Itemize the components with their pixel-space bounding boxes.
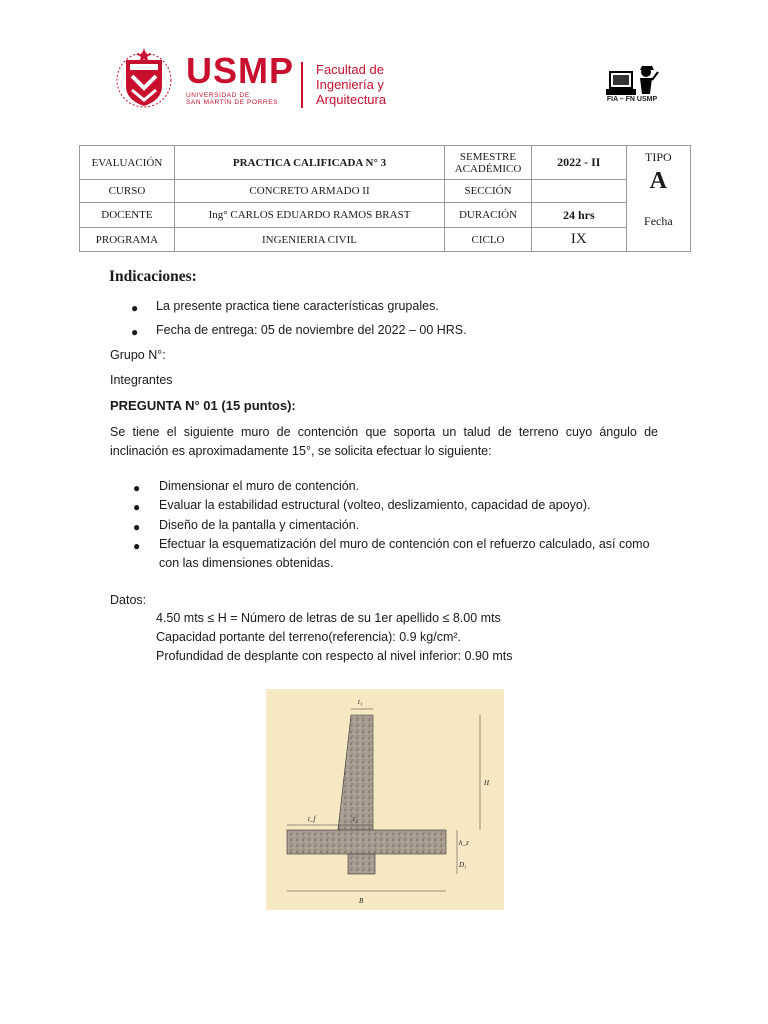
curso-label: CURSO [80, 180, 175, 203]
curso-value: CONCRETO ARMADO II [174, 180, 444, 203]
university-subtitle [186, 92, 278, 106]
university-subtitle-line1: UNIVERSIDAD DE [186, 92, 250, 99]
programa-label: PROGRAMA [80, 228, 175, 252]
task-item: Diseño de la pantalla y cimentación. [159, 518, 360, 532]
diagram-background [266, 689, 504, 910]
datos-item: 4.50 mts ≤ H = Número de letras de su 1er apellido ≤ 8.00 mts [156, 611, 501, 625]
semestre-value: 2022 - II [531, 146, 626, 180]
datos-label: Datos: [110, 593, 147, 607]
usmp-wordmark: USMP [186, 50, 295, 91]
fia-caption: FIA – FN USMP [606, 96, 658, 103]
seccion-value [531, 180, 626, 203]
label-t2: t₂ [353, 815, 358, 823]
docente-label: DOCENTE [80, 203, 175, 228]
usmp-logo [106, 46, 406, 108]
exam-info-table [79, 145, 691, 252]
bullet-icon: ● [131, 301, 139, 315]
wall-key [348, 854, 375, 874]
label-t1: t₁ [358, 698, 363, 706]
label-hz: h_z [459, 839, 469, 847]
pregunta-title: PREGUNTA N° 01 (15 puntos): [110, 398, 296, 413]
fecha-label: Fecha [644, 214, 673, 228]
tipo-value: A [649, 168, 668, 194]
retaining-wall-diagram [266, 689, 504, 910]
label-B: B [359, 897, 364, 905]
task-item: Dimensionar el muro de contención. [159, 479, 360, 493]
datos-item: Profundidad de desplante con respecto al nivel inferior: 0.90 mts [156, 649, 513, 663]
bullet-icon: ● [133, 520, 141, 534]
wall-footing [287, 830, 446, 854]
indicacion-item: Fecha de entrega: 05 de noviembre del 2022 – 00 HRS. [156, 323, 467, 337]
pregunta-text: Se tiene el siguiente muro de contención que soporta un talud de terreno cuyo ángulo de inclinación es aproximadamente 15°, se solicita efectuar lo siguiente: [110, 425, 658, 458]
bullet-icon: ● [133, 539, 141, 553]
usmp-shield-icon [106, 46, 182, 108]
bullet-icon: ● [133, 500, 141, 514]
bullet-icon: ● [133, 481, 141, 495]
faculty-line1: Facultad de [316, 62, 384, 77]
tipo-cell [626, 146, 690, 252]
duracion-label: DURACIÓN [445, 203, 532, 228]
task-item-continuation: con las dimensiones obtenidas. [159, 556, 334, 570]
ciclo-label: CICLO [445, 228, 532, 252]
faculty-line2: Ingeniería y [316, 77, 384, 92]
task-item: Evaluar la estabilidad estructural (volteo, deslizamiento, capacidad de apoyo). [159, 498, 591, 512]
label-tf: t_f [308, 815, 316, 823]
evaluacion-value: PRACTICA CALIFICADA N° 3 [174, 146, 444, 180]
logo-divider [301, 62, 303, 108]
seccion-label: SECCIÓN [445, 180, 532, 203]
duracion-value: 24 hrs [531, 203, 626, 228]
integrantes-label: Integrantes [110, 373, 173, 387]
label-D1: D₁ [459, 861, 467, 869]
semestre-label: SEMESTRE ACADÉMICO [445, 146, 532, 180]
faculty-line3: Arquitectura [316, 92, 387, 107]
ciclo-value: IX [531, 228, 626, 252]
datos-item: Capacidad portante del terreno(referencia): 0.9 kg/cm². [156, 630, 462, 644]
bullet-icon: ● [131, 325, 139, 339]
label-H: H [484, 779, 490, 787]
grupo-label: Grupo N°: [110, 348, 166, 362]
task-item: Efectuar la esquematización del muro de contención con el refuerzo calculado, así como [159, 537, 650, 551]
tipo-label: TIPO [645, 150, 672, 164]
university-subtitle-line2: SAN MARTÍN DE PORRES [186, 99, 279, 106]
programa-value: INGENIERIA CIVIL [174, 228, 444, 252]
docente-value: Ing° CARLOS EDUARDO RAMOS BRAST [174, 203, 444, 228]
indicacion-item: La presente practica tiene características grupales. [156, 299, 439, 313]
faculty-name [316, 62, 386, 107]
evaluacion-label: EVALUACIÓN [80, 146, 175, 180]
indicaciones-title: Indicaciones: [109, 268, 197, 285]
